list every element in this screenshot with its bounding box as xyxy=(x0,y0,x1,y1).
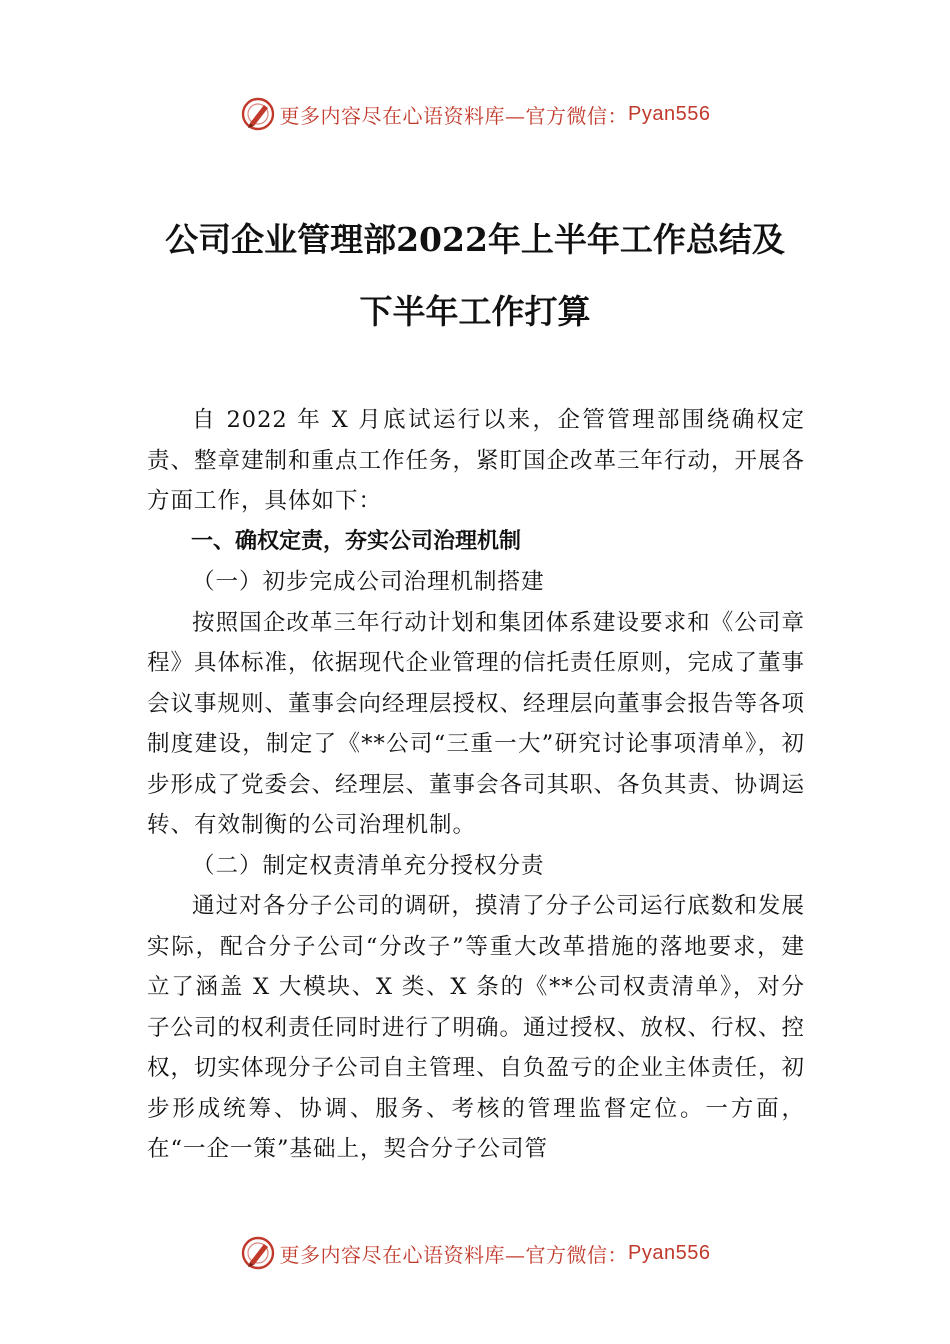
intro-paragraph: 自 2022 年 X 月底试运行以来，企管管理部围绕确权定责、整章建制和重点工作任务，紧盯国企改革三年行动，开展各方面工作，具体如下： xyxy=(147,407,806,514)
document-title-line-2: 下半年工作打算 xyxy=(359,292,591,331)
subsection-heading-2: （二）制定权责清单充分授权分责 xyxy=(192,852,545,879)
watermark-banner-bottom xyxy=(0,1233,950,1273)
subsection-heading-1: （一）初步完成公司治理机制搭建 xyxy=(192,569,545,595)
pen-logo-icon xyxy=(240,96,276,132)
watermark-account: Pyan556 xyxy=(628,1241,711,1264)
subsection-paragraph-2: 通过对各分子公司的调研，摸清了分子公司运行底数和发展实际，配合分子公司“分改子”等重大改革措施的落地要求，建立了涵盖 X 大模块、X 类、X 条的《**公司权责清单》，对分子公司的权利责任同时进行了明确。通过授权、放权、行权、控权，切实体现分子公司自主管理、自负盈亏的企业主体责任，初步形成统筹、协调、服务、考核的管理监督定位。一方面，在“一企一策”基础上，契合分子公司管 xyxy=(147,893,806,1162)
watermark-account: Pyan556 xyxy=(628,102,711,125)
document-title-line-1: 公司企业管理部2022年上半年工作总结及 xyxy=(165,220,785,259)
document-body xyxy=(147,400,805,1170)
subsection-paragraph-1: 按照国企改革三年行动计划和集团体系建设要求和《公司章程》具体标准，依据现代企业管理的信托责任原则，完成了董事会议事规则、董事会向经理层授权、经理层向董事会报告等各项制度建设，制定了《**公司“三重一大”研究讨论事项清单》，初步形成了党委会、经理层、董事会各司其职、各负其责、协调运转、有效制衡的公司治理机制。 xyxy=(147,609,806,838)
watermark-banner-top xyxy=(0,94,950,134)
watermark-text: 更多内容尽在心语资料库—官方微信： xyxy=(279,103,629,128)
watermark-text: 更多内容尽在心语资料库—官方微信： xyxy=(279,1242,629,1267)
pen-logo-icon xyxy=(240,1235,276,1271)
section-heading: 一、确权定责，夯实公司治理机制 xyxy=(191,528,522,554)
